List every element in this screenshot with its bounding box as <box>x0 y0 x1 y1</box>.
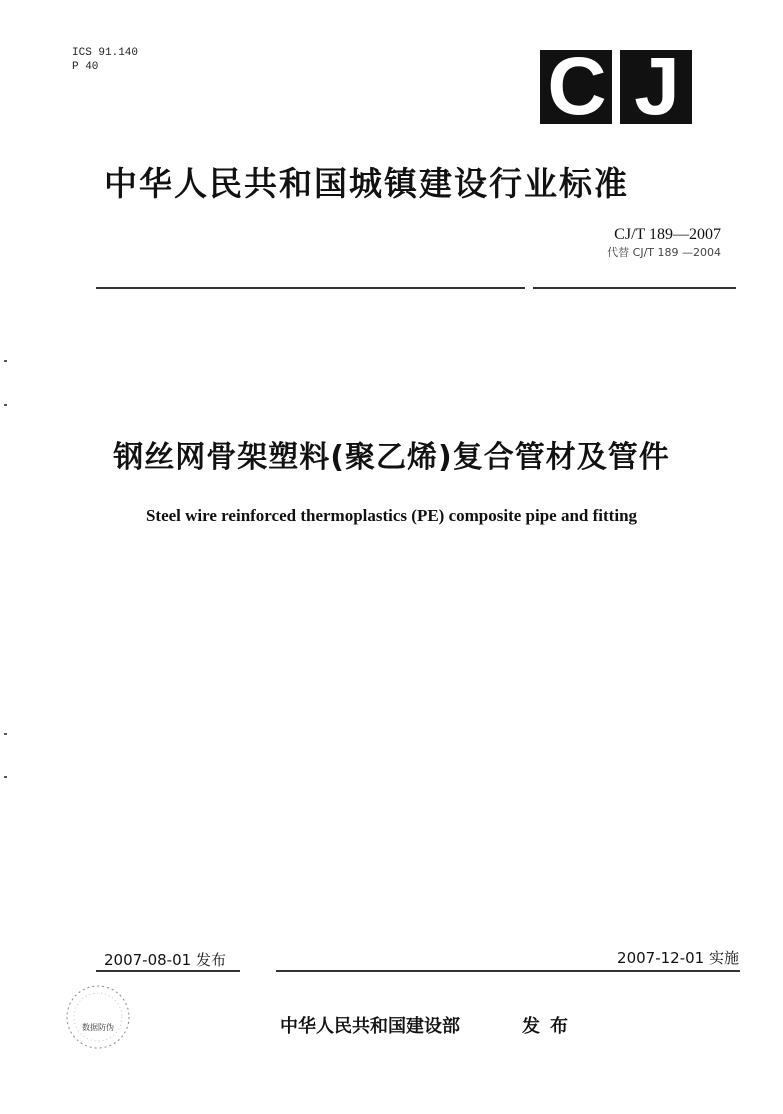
seal-text: 数据防伪 <box>82 1023 114 1032</box>
margin-mark <box>4 776 7 778</box>
cj-logo <box>540 41 692 132</box>
document-title-english: Steel wire reinforced thermoplastics (PE) composite pipe and fitting <box>145 506 638 525</box>
document-title: 钢丝网骨架塑料(聚乙烯)复合管材及管件 <box>113 440 670 475</box>
org-title: 中华人民共和国城镇建设行业标准 <box>104 164 629 203</box>
class-code: P 40 <box>72 61 99 73</box>
ics-code: ICS 91.140 <box>72 47 139 59</box>
replaces-standard: 代替 CJ/T 189 —2004 <box>607 246 721 259</box>
issue-date: 2007-08-01 发布 <box>104 951 226 969</box>
top-divider-gap <box>525 284 533 292</box>
margin-mark <box>4 733 7 735</box>
margin-mark <box>4 360 7 362</box>
classification-codes <box>72 46 138 74</box>
publish-label: 发布 <box>522 1016 578 1037</box>
margin-mark <box>4 404 7 406</box>
implementation-date: 2007-12-01 实施 <box>617 949 739 967</box>
logo-letter-c: C <box>540 50 612 124</box>
standard-number: CJ/T 189—2007 <box>614 226 721 243</box>
publisher-name: 中华人民共和国建设部 <box>280 1016 460 1037</box>
top-divider <box>96 287 736 289</box>
bottom-divider-gap <box>240 967 276 975</box>
logo-letter-j: J <box>620 50 692 124</box>
anti-counterfeit-seal <box>62 982 134 1052</box>
bottom-divider <box>96 970 740 972</box>
